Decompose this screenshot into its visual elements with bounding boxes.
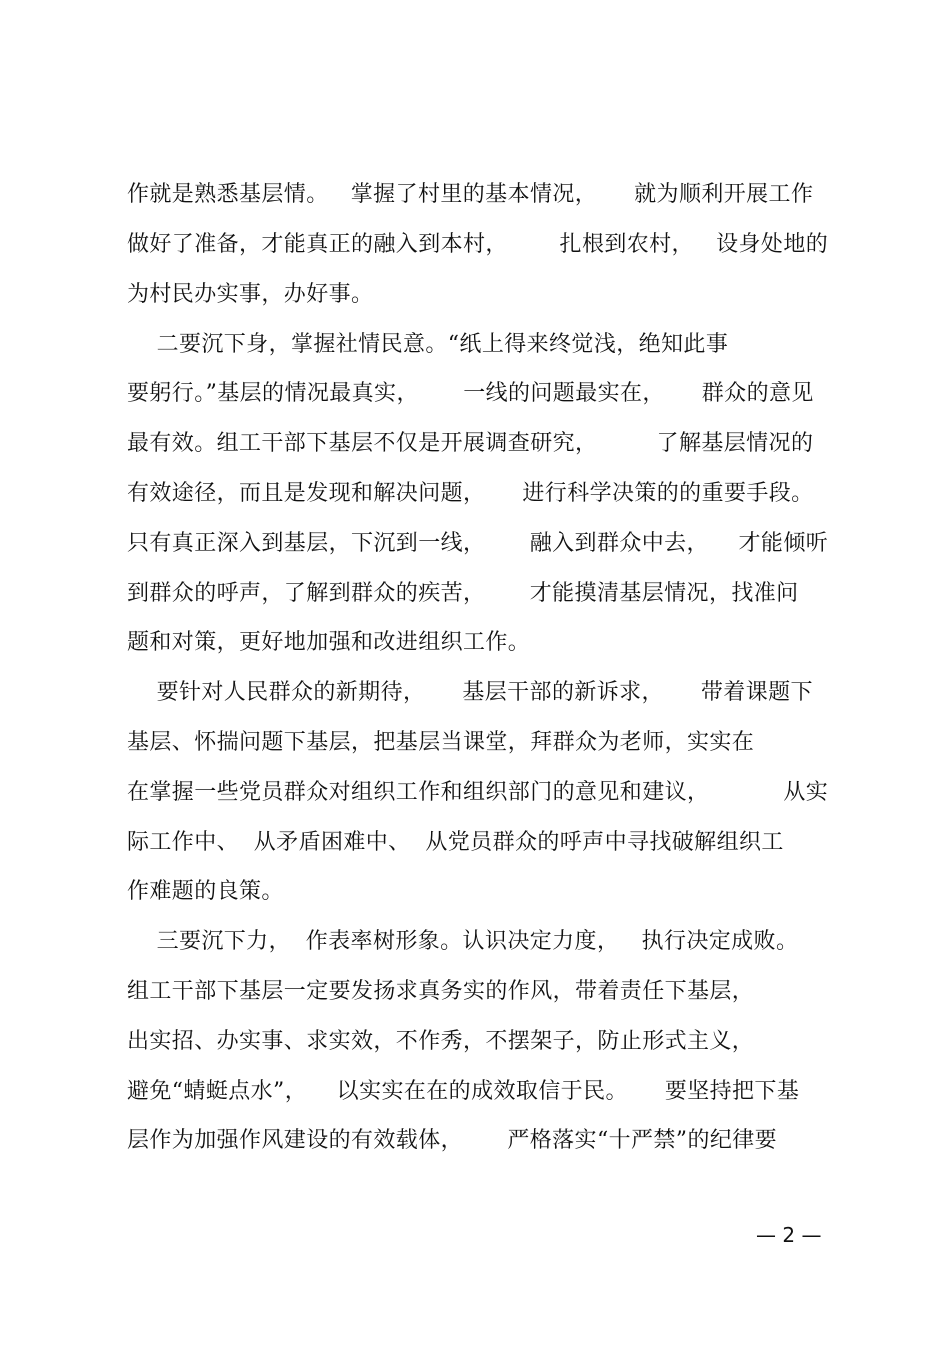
body-text-line: 二要沉下身，掌握社情民意。“纸上得来终觉浅，绝知此事 [127,332,729,357]
body-text-line: 作就是熟悉基层情。 掌握了村里的基本情况， 就为顺利开展工作 [127,182,814,207]
body-text-line: 基层、怀揣问题下基层，把基层当课堂，拜群众为老师，实实在 [127,730,755,755]
body-text-line: 只有真正深入到基层，下沉到一线， 融入到群众中去， 才能倾听 [127,531,829,556]
body-text-line: 避免“蜻蜓点水”， 以实实在在的成效取信于民。 要坚持把下基 [127,1079,800,1104]
body-text-line: 际工作中、 从矛盾困难中、 从党员群众的呼声中寻找破解组织工 [127,830,784,855]
body-text-line: 出实招、办实事、求实效，不作秀，不摆架子，防止形式主义， [127,1029,755,1054]
body-text-line: 到群众的呼声，了解到群众的疾苦， 才能摸清基层情况，找准问 [127,581,799,606]
body-text-line: 组工干部下基层一定要发扬求真务实的作风，带着责任下基层， [127,979,755,1004]
body-text-line: 最有效。组工干部下基层不仅是开展调查研究， 了解基层情况的 [127,431,814,456]
body-text-line: 要躬行。”基层的情况最真实， 一线的问题最实在， 群众的意见 [127,381,814,406]
body-text-line: 层作为加强作风建设的有效载体， 严格落实“十严禁”的纪律要 [127,1128,778,1153]
body-text-line: 有效途径，而且是发现和解决问题， 进行科学决策的的重要手段。 [127,481,814,506]
body-text-line: 三要沉下力， 作表率树形象。认识决定力度， 执行决定成败。 [127,929,799,954]
body-text-line: 在掌握一些党员群众对组织工作和组织部门的意见和建议， 从实 [127,780,829,805]
body-text-line: 要针对人民群众的新期待， 基层干部的新诉求， 带着课题下 [127,680,813,705]
body-text-line: 作难题的良策。 [127,879,284,904]
body-text-line: 做好了准备，才能真正的融入到本村， 扎根到农村， 设身处地的 [127,232,829,257]
body-text-line: 为村民办实事，办好事。 [127,282,374,307]
body-text-line: 题和对策，更好地加强和改进组织工作。 [127,630,531,655]
page-number: — 2 — [756,1223,822,1247]
